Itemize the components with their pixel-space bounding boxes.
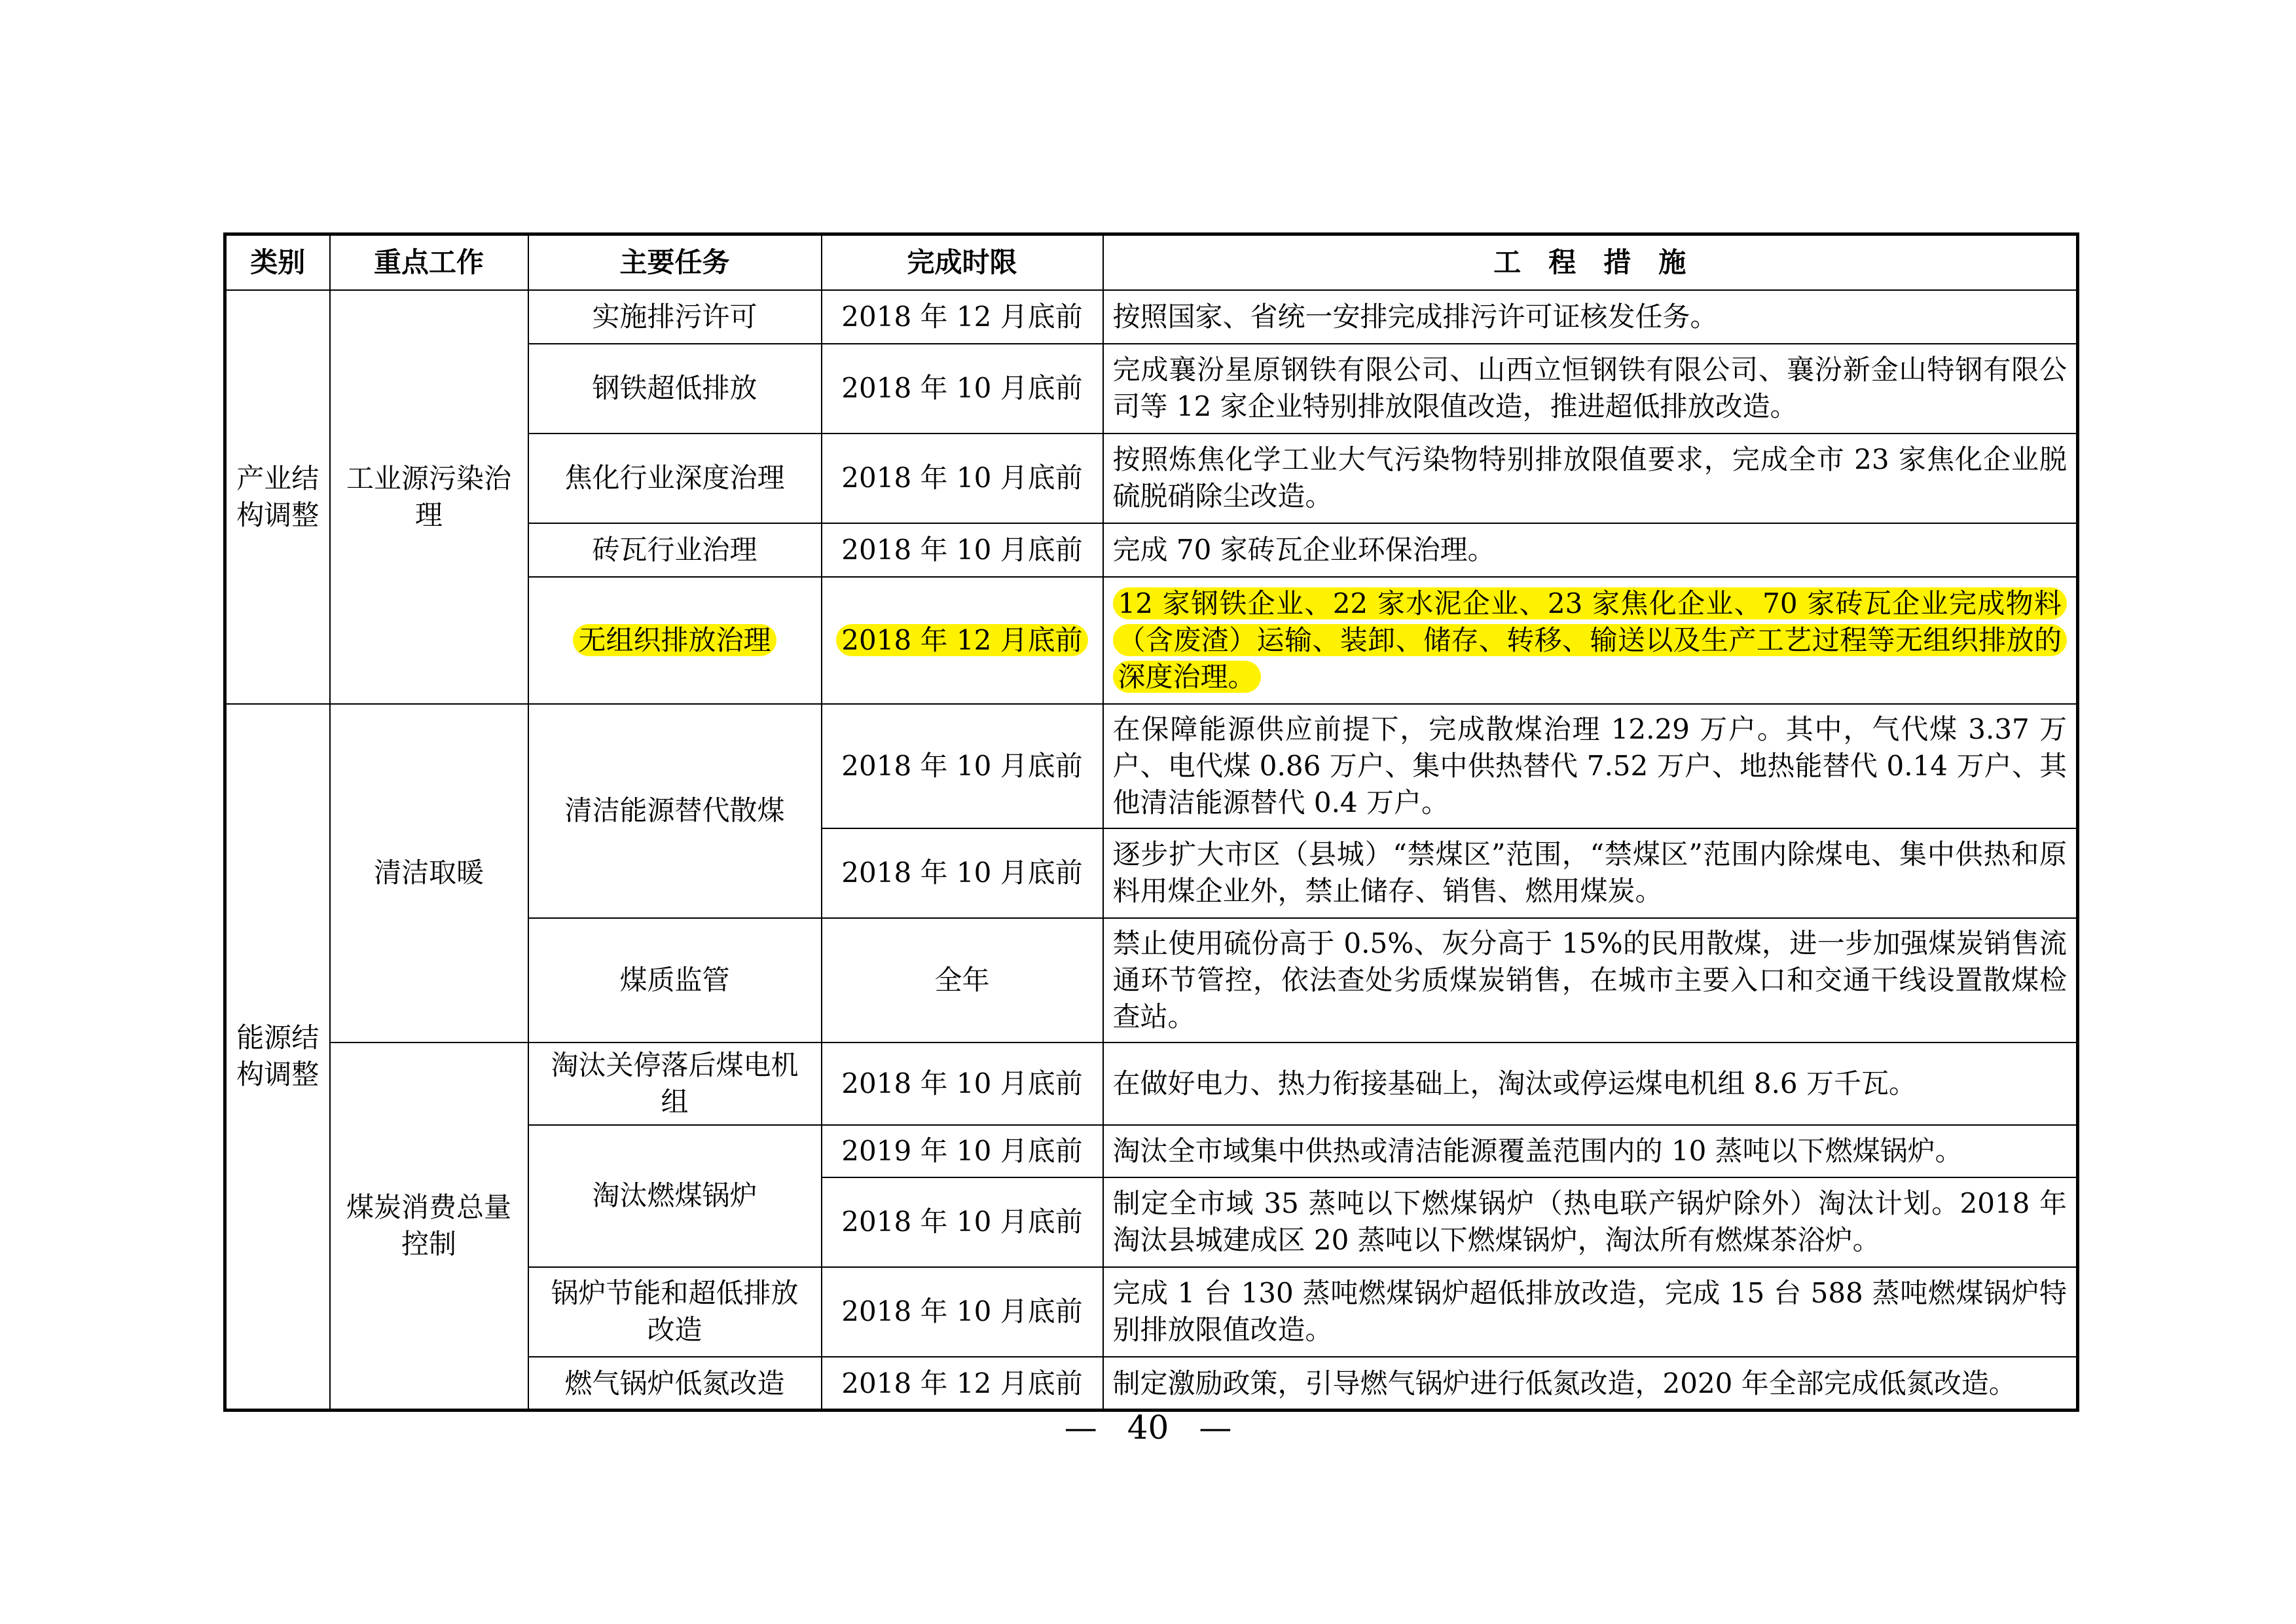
page-number	[0, 1408, 2296, 1447]
key-work-cell: 煤炭消费总量控制	[330, 1043, 528, 1411]
measure-cell: 完成 1 台 130 蒸吨燃煤锅炉超低排放改造，完成 15 台 588 蒸吨燃煤锅炉特别排放限值改造。	[1103, 1267, 2078, 1357]
page-dash-right: —	[1199, 1409, 1232, 1447]
task-cell: 砖瓦行业治理	[528, 523, 822, 577]
key-work-cell: 工业源污染治理	[330, 290, 528, 704]
highlighted-measure: 12 家钢铁企业、22 家水泥企业、23 家焦化企业、70 家砖瓦企业完成物料（含废渣）运输、装卸、储存、转移、输送以及生产工艺过程等无组织排放的深度治理。	[1113, 587, 2068, 693]
deadline-cell: 2018 年 12 月底前	[822, 1357, 1103, 1411]
measure-cell: 按照炼焦化学工业大气污染物特别排放限值要求，完成全市 23 家焦化企业脱硫脱硝除尘改造。	[1103, 434, 2078, 523]
deadline-cell: 2018 年 10 月底前	[822, 1177, 1103, 1267]
deadline-cell: 2019 年 10 月底前	[822, 1125, 1103, 1177]
highlighted-deadline: 2018 年 12 月底前	[836, 624, 1087, 656]
header-deadline: 完成时限	[822, 234, 1103, 290]
header-measures: 工 程 措 施	[1103, 234, 2078, 290]
header-key-work: 重点工作	[330, 234, 528, 290]
deadline-cell: 2018 年 10 月底前	[822, 704, 1103, 828]
highlighted-task: 无组织排放治理	[573, 624, 776, 656]
page-dash-left: —	[1064, 1409, 1097, 1447]
measure-cell	[1103, 577, 2078, 704]
task-cell: 钢铁超低排放	[528, 344, 822, 434]
task-cell: 煤质监管	[528, 918, 822, 1043]
task-cell: 焦化行业深度治理	[528, 434, 822, 523]
measures-table	[223, 232, 2079, 1412]
measure-cell: 制定激励政策，引导燃气锅炉进行低氮改造，2020 年全部完成低氮改造。	[1103, 1357, 2078, 1411]
task-cell: 燃气锅炉低氮改造	[528, 1357, 822, 1411]
measure-cell: 逐步扩大市区（县城）“禁煤区”范围，“禁煤区”范围内除煤电、集中供热和原料用煤企业外，禁止储存、销售、燃用煤炭。	[1103, 828, 2078, 918]
key-work-cell: 清洁取暖	[330, 704, 528, 1043]
page-number-value: 40	[1127, 1409, 1169, 1447]
deadline-cell: 2018 年 10 月底前	[822, 828, 1103, 918]
table-row	[225, 704, 2078, 828]
category-cell: 产业结构调整	[225, 290, 330, 704]
task-cell	[528, 577, 822, 704]
deadline-cell: 2018 年 10 月底前	[822, 434, 1103, 523]
measure-cell: 完成襄汾星原钢铁有限公司、山西立恒钢铁有限公司、襄汾新金山特钢有限公司等 12 家企业特别排放限值改造，推进超低排放改造。	[1103, 344, 2078, 434]
table-row	[225, 290, 2078, 344]
task-cell: 淘汰关停落后煤电机组	[528, 1043, 822, 1125]
measure-cell: 在保障能源供应前提下，完成散煤治理 12.29 万户。其中，气代煤 3.37 万户、电代煤 0.86 万户、集中供热替代 7.52 万户、地热能替代 0.14 万户、其他清洁能源替代 0.4 万户。	[1103, 704, 2078, 828]
measure-cell: 在做好电力、热力衔接基础上，淘汰或停运煤电机组 8.6 万千瓦。	[1103, 1043, 2078, 1125]
measure-cell: 完成 70 家砖瓦企业环保治理。	[1103, 523, 2078, 577]
header-category: 类别	[225, 234, 330, 290]
measure-cell: 制定全市域 35 蒸吨以下燃煤锅炉（热电联产锅炉除外）淘汰计划。2018 年淘汰县城建成区 20 蒸吨以下燃煤锅炉，淘汰所有燃煤茶浴炉。	[1103, 1177, 2078, 1267]
task-cell: 实施排污许可	[528, 290, 822, 344]
task-cell: 清洁能源替代散煤	[528, 704, 822, 918]
table-header-row	[225, 234, 2078, 290]
task-cell: 锅炉节能和超低排放改造	[528, 1267, 822, 1357]
deadline-cell: 2018 年 12 月底前	[822, 290, 1103, 344]
deadline-cell: 全年	[822, 918, 1103, 1043]
measure-cell: 淘汰全市域集中供热或清洁能源覆盖范围内的 10 蒸吨以下燃煤锅炉。	[1103, 1125, 2078, 1177]
measure-cell: 禁止使用硫份高于 0.5%、灰分高于 15%的民用散煤，进一步加强煤炭销售流通环节管控，依法查处劣质煤炭销售，在城市主要入口和交通干线设置散煤检查站。	[1103, 918, 2078, 1043]
deadline-cell: 2018 年 10 月底前	[822, 1043, 1103, 1125]
deadline-cell: 2018 年 10 月底前	[822, 523, 1103, 577]
deadline-cell: 2018 年 10 月底前	[822, 344, 1103, 434]
category-cell: 能源结构调整	[225, 704, 330, 1411]
measure-cell: 按照国家、省统一安排完成排污许可证核发任务。	[1103, 290, 2078, 344]
table-row	[225, 1043, 2078, 1125]
task-cell: 淘汰燃煤锅炉	[528, 1125, 822, 1267]
header-main-task: 主要任务	[528, 234, 822, 290]
deadline-cell: 2018 年 10 月底前	[822, 1267, 1103, 1357]
deadline-cell	[822, 577, 1103, 704]
